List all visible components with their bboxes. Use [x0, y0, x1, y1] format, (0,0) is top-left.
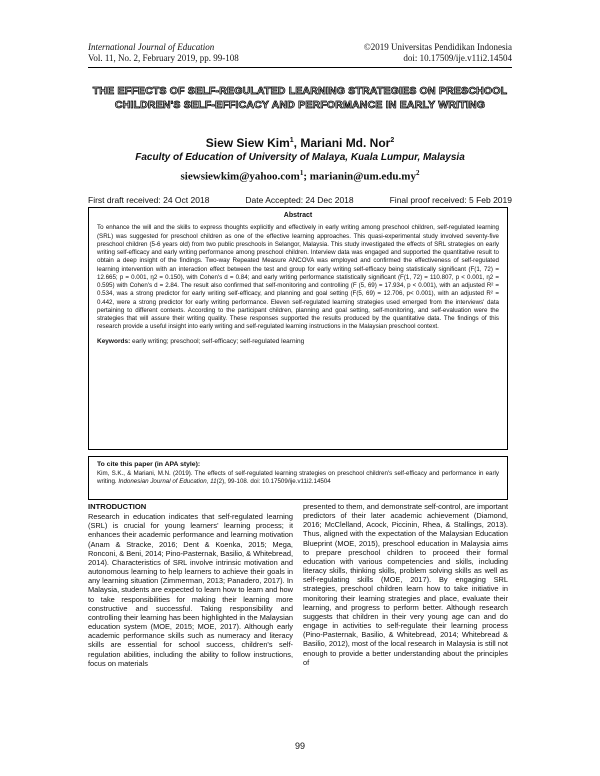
- keywords-label: Keywords:: [97, 337, 131, 345]
- body-column-left: [88, 502, 293, 668]
- introduction-heading: INTRODUCTION: [88, 502, 147, 511]
- left-column-text: Research in education indicates that self-regulated learning (SRL) is crucial for young learners' learning process; it enhances their academic performance and learning motivation (Anam & Stracke, 2016; Dent & Koenka, 2015; Mega, Ronconi, & Beni, 2014; Pino-Pasternak, Basilio, & Whitebread, 2014). Characteristics of SRL involve intrinsic motivation and autonomous learning to help learners to achieve their goals in any learning situation (Zimmerman, 2013; Panadero, 2017). In Malaysia, students are expected to learn how to learn and how to take responsibilities for making their learning more constructive and successful. Taking responsibility and controlling their learning has been highlighted in the Malaysian education system (MOE, 2015; MOE, 2017). Although early academic performance skills such as numeracy and literacy skills are essential for school success, children's self-regulation abilities, including the ability to follow instructions, focus on materials: [88, 512, 294, 668]
- email-2-sup: 2: [415, 169, 420, 177]
- citation-text: [97, 470, 499, 486]
- volume-info: Vol. 11, No. 2, February 2019, pp. 99-108: [88, 53, 239, 63]
- accepted-date: Date Accepted: 24 Dec 2018: [245, 195, 354, 205]
- abstract-heading: Abstract: [283, 212, 313, 219]
- page-number: 99: [294, 741, 305, 751]
- author-2: Mariani Md. Nor: [300, 136, 391, 150]
- right-column-text: presented to them, and demonstrate self-control, are important predictors of their later academic achievement (Diamond, 2016; McClelland, Acock, Piccinin, Rhea, & Stallings, 2013). Thus, aligned with the expectation of the Malaysian Education Blueprint (MOE, 2015), preschool education in Malaysia aims to prepare preschool children to proceed their formal education with various competencies and skills, including literacy skills, thinking skills, problem solving skills as well as self-regulating skills (MOE, 2017). By engaging SRL strategies, preschool children learn how to take initiative in monitoring their learning strategies and place, evaluate their learning, and progress to perform better. Although research suggests that children in their very young age can and do engage in activities to self-regulate their learning process (Pino-Pasternak, Basilio, & Whitebread, 2014; Whitebread & Basilio, 2012), most of the local research in Malaysia is still not enough to provide a better understanding about the principles of: [303, 502, 508, 667]
- author-1-sup: 1: [289, 137, 294, 144]
- final-proof-date: Final proof received: 5 Feb 2019: [389, 195, 512, 205]
- email-2: marianin@um.edu.my: [309, 170, 416, 183]
- author-2-sup: 2: [390, 137, 395, 144]
- email-separator: ;: [303, 170, 310, 183]
- doi: doi: 10.17509/ije.v11i2.14504: [403, 53, 512, 63]
- paper-title: [78, 84, 522, 112]
- submission-dates: [88, 195, 512, 205]
- first-draft-date: First draft received: 24 Oct 2018: [88, 195, 210, 205]
- body-column-right: [303, 502, 508, 667]
- citation-text-b: (2), 99-108. doi: 10.17509/ije.v11i2.14504: [216, 478, 331, 485]
- author-1: Siew Siew Kim: [205, 136, 290, 150]
- running-header-left: [88, 42, 239, 64]
- copyright: ©2019 Universitas Pendidikan Indonesia: [363, 42, 512, 52]
- email-1: siewsiewkim@yahoo.com: [180, 170, 300, 183]
- title-line-2: CHILDREN'S SELF-EFFICACY AND PERFORMANCE IN EARLY WRITING: [114, 99, 486, 111]
- author-list: [0, 136, 600, 150]
- email-1-sup: 1: [299, 169, 304, 177]
- title-line-1: THE EFFECTS OF SELF-REGULATED LEARNING STRATEGIES ON PRESCHOOL: [92, 85, 508, 97]
- header-rule: [88, 67, 512, 68]
- author-separator: ,: [293, 136, 301, 150]
- keywords-list: early writing; preschool; self-efficacy; self-regulated learning: [130, 337, 305, 345]
- author-emails: [0, 169, 600, 183]
- journal-name: International Journal of Education: [88, 42, 215, 52]
- citation-heading: To cite this paper (in APA style):: [97, 461, 201, 468]
- abstract-box: [88, 207, 508, 450]
- citation-journal: Indonesian Journal of Education, 11: [118, 478, 217, 485]
- citation-box: [88, 456, 508, 500]
- affiliation: Faculty of Education of University of Malaya, Kuala Lumpur, Malaysia: [135, 152, 465, 163]
- running-header-right: [364, 42, 512, 64]
- abstract-text: To enhance the will and the skills to express thoughts explicitly and effectively in early writing among preschool children, self-regulated learning (SRL) was suggested for preschool children as one of the effective learning approaches. This quasi-experimental study involved seventy-five preschool children (5-6 years old) from two public preschools in Selangor, Malaysia. This study investigated the effects of SRL strategies on early writing self-efficacy and early writing performance among preschool children. Interview data was engaged and supported the quantitative result to obtain a deep insight of the findings. Two-way Repeated Measure ANCOVA was employed and confirmed the effectiveness of self-regulated learning intervention with an interaction effect between the test and group for early writing self-efficacy being statistically significant (F(1, 72) = 12.665; p = 0.001, η2 = 0.150), with Cohen's d = 0.84; and early writing performance statistically significant (F(1, 72) = 110.807, p < 0.001, η2 = 0.595) with Cohen's d = 2.84. The result also confirmed that self-monitoring and controlling (F (5, 69) = 17.934, p < 0.001), with an adjusted R² = 0.534, was a strong predictor for early writing self-efficacy, and planning and goal setting (F(5, 69) = 12.706, p< 0.001), with an adjusted R² = 0.442, were a strong predictor for early writing performance. Eleven self-regulated learning strategies used emerged from the interviews' data pertaining to different contexts. According to the participant children, planning and goal setting, self-monitoring, and self-evaluation were the strategies that will assure their writing quality. These responses supported the results produced by the quantitative data. The findings of this research provide a useful insight into early writing and self-regulated learning instructions in the Malaysian preschool context.: [97, 224, 499, 331]
- citation-text-a: Kim, S.K., & Mariani, M.N. (2019). The effects of self-regulated learning strategies on preschool children's self-efficacy and performance in early writing.: [97, 470, 499, 485]
- keywords: [97, 338, 499, 346]
